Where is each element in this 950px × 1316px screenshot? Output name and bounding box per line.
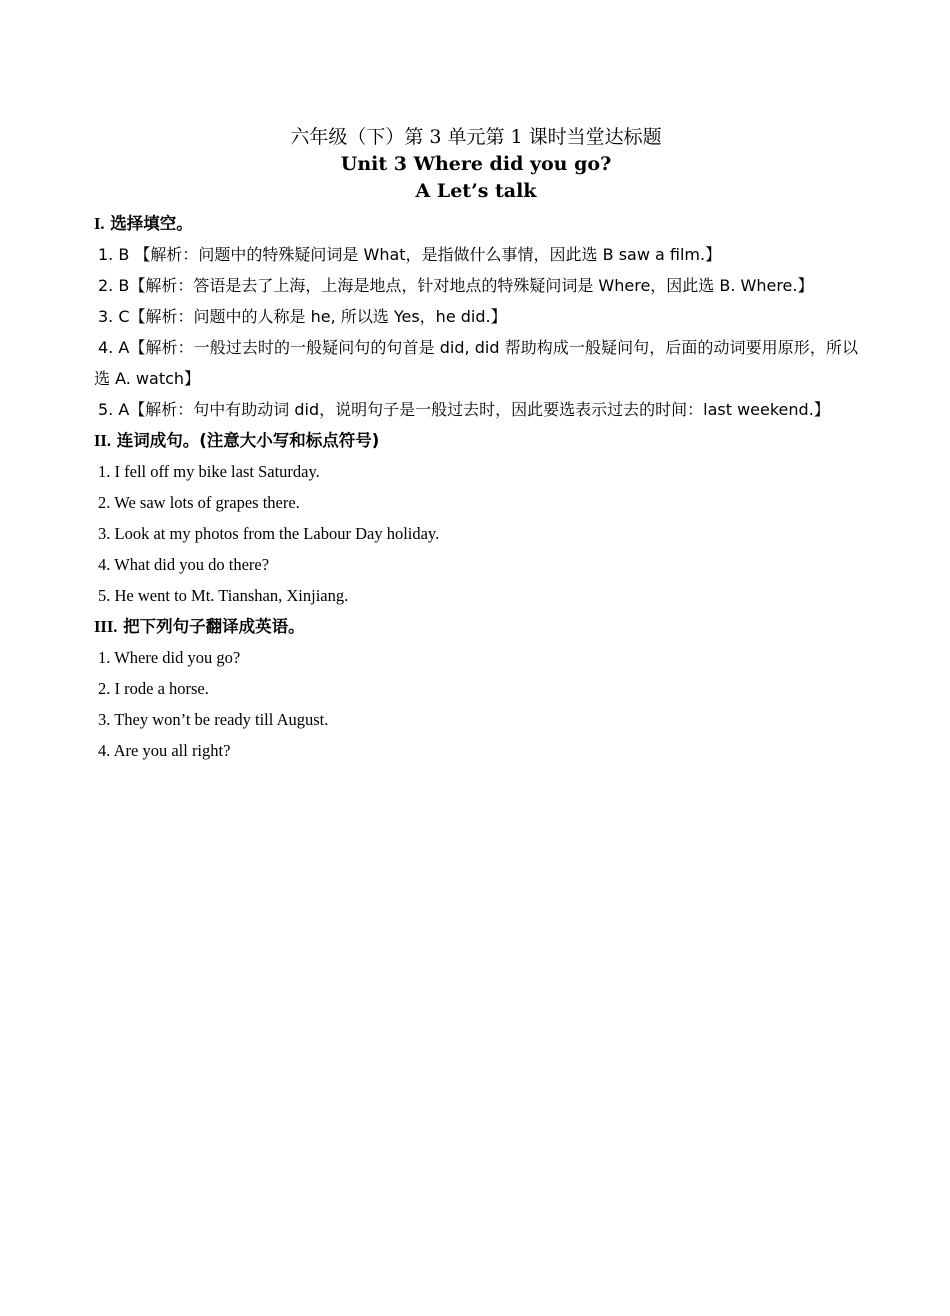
section-heading-choice <box>94 208 858 239</box>
list-item: 3. Look at my photos from the Labour Day holiday. <box>98 524 440 543</box>
list-item: 4. What did you do there? <box>98 555 270 574</box>
section-number: II. <box>94 431 111 450</box>
list-item: 1. I fell off my bike last Saturday. <box>98 462 320 481</box>
page-title: 六年级（下）第 3 单元第 1 课时当堂达标题 <box>290 126 662 148</box>
section-heading-translation <box>94 611 858 642</box>
list-item: 3. They won’t be ready till August. <box>98 710 329 729</box>
section-number: III. <box>94 617 118 636</box>
document-content <box>94 124 858 766</box>
list-item: 2. B【解析：答语是去了上海，上海是地点，针对地点的特殊疑问词是 Where，因此选 B. Where.】 <box>98 276 814 295</box>
list-item: 4. A【解析：一般过去时的一般疑问句的句首是 did, did 帮助构成一般疑问句，后面的动词要用原形，所以选 A. watch】 <box>94 338 858 388</box>
section-heading-sentences <box>94 425 858 456</box>
unit-title: Unit 3 Where did you go? <box>340 153 612 175</box>
title-block <box>94 124 858 205</box>
list-item: 5. A【解析：句中有助动词 did，说明句子是一般过去时，因此要选表示过去的时间：last weekend.】 <box>98 400 830 419</box>
list-item: 2. We saw lots of grapes there. <box>98 493 300 512</box>
section-title: 选择填空。 <box>110 214 193 233</box>
section-title: 连词成句。(注意大小写和标点符号) <box>116 431 380 450</box>
list-item: 1. Where did you go? <box>98 648 241 667</box>
list-item: 1. B 【解析：问题中的特殊疑问词是 What，是指做什么事情，因此选 B saw a film.】 <box>98 245 722 264</box>
section-number: I. <box>94 214 105 233</box>
list-item: 3. C【解析：问题中的人称是 he, 所以选 Yes，he did.】 <box>98 307 507 326</box>
lesson-title: A Let’s talk <box>415 180 537 202</box>
section-title: 把下列句子翻译成英语。 <box>123 617 305 636</box>
list-item: 5. He went to Mt. Tianshan, Xinjiang. <box>98 586 349 605</box>
list-item: 4. Are you all right? <box>98 741 231 760</box>
list-item: 2. I rode a horse. <box>98 679 209 698</box>
